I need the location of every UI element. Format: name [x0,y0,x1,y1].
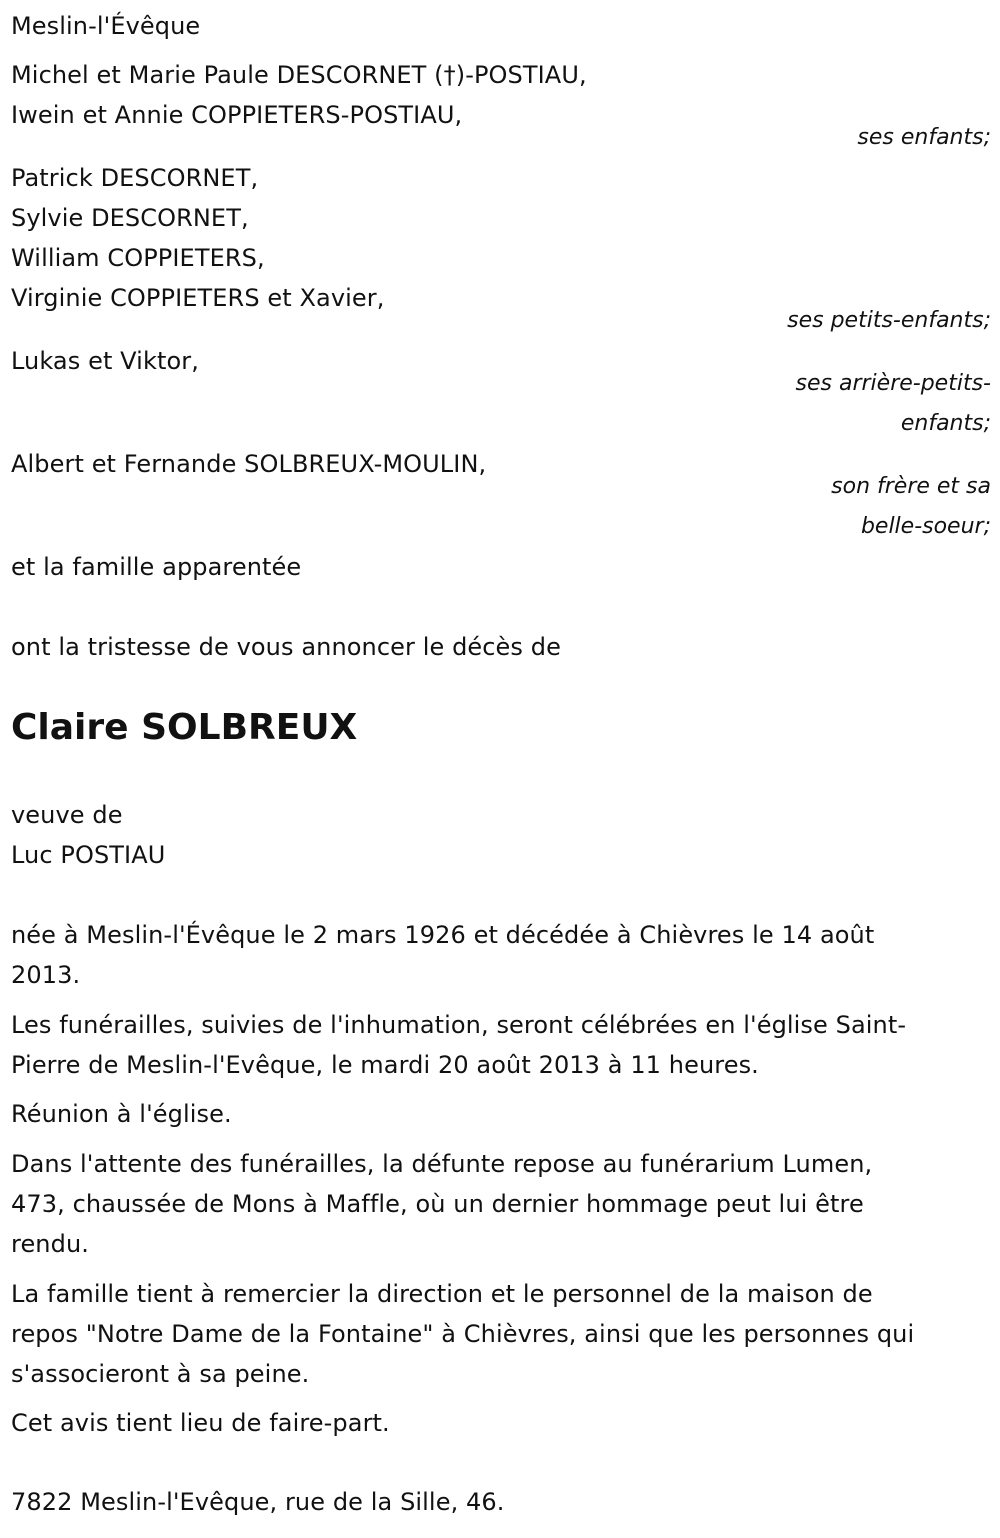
location-header: Meslin-l'Évêque [11,12,201,40]
wake-line-3: rendu. [11,1230,89,1258]
siblings-role-1: son frère et sa [831,474,991,499]
grandchild-line-4: Virginie COPPIETERS et Xavier, [11,284,385,312]
grandchildren-role: ses petits-enfants; [787,308,991,333]
obituary-notice [11,0,991,1538]
address-line: 7822 Meslin-l'Evêque, rue de la Sille, 46. [11,1488,505,1516]
thanks-line-2: repos "Notre Dame de la Fontaine" à Chièvres, ainsi que les personnes qui [11,1320,915,1348]
siblings-role-2: belle-soeur; [860,514,991,539]
notice-line: Cet avis tient lieu de faire-part. [11,1409,390,1437]
announcement: ont la tristesse de vous annoncer le décès de [11,633,561,661]
birth-death-line-1: née à Meslin-l'Évêque le 2 mars 1926 et décédée à Chièvres le 14 août [11,921,875,949]
funeral-line-1: Les funérailles, suivies de l'inhumation, seront célébrées en l'église Saint- [11,1011,907,1039]
grandchild-line-2: Sylvie DESCORNET, [11,204,249,232]
thanks-line-1: La famille tient à remercier la direction et le personnel de la maison de [11,1280,873,1308]
children-line-1: Michel et Marie Paule DESCORNET (†)-POSTIAU, [11,61,587,89]
great-grandchildren-role-1: ses arrière-petits- [795,371,991,396]
deceased-name: Claire SOLBREUX [11,707,358,748]
birth-death-line-2: 2013. [11,961,81,989]
thanks-line-3: s'associeront à sa peine. [11,1360,310,1388]
widow-of-label: veuve de [11,801,123,829]
meeting-line: Réunion à l'église. [11,1100,232,1128]
grandchild-line-3: William COPPIETERS, [11,244,265,272]
grandchild-line-1: Patrick DESCORNET, [11,164,259,192]
great-grandchildren-role-2: enfants; [900,411,991,436]
children-line-2: Iwein et Annie COPPIETERS-POSTIAU, [11,101,463,129]
siblings-line: Albert et Fernande SOLBREUX-MOULIN, [11,450,487,478]
spouse-name: Luc POSTIAU [11,841,166,869]
funeral-line-2: Pierre de Meslin-l'Evêque, le mardi 20 août 2013 à 11 heures. [11,1051,759,1079]
children-role: ses enfants; [857,125,991,150]
wake-line-1: Dans l'attente des funérailles, la défunte repose au funérarium Lumen, [11,1150,873,1178]
extended-family: et la famille apparentée [11,553,302,581]
great-grandchildren-line: Lukas et Viktor, [11,347,199,375]
wake-line-2: 473, chaussée de Mons à Maffle, où un dernier hommage peut lui être [11,1190,864,1218]
